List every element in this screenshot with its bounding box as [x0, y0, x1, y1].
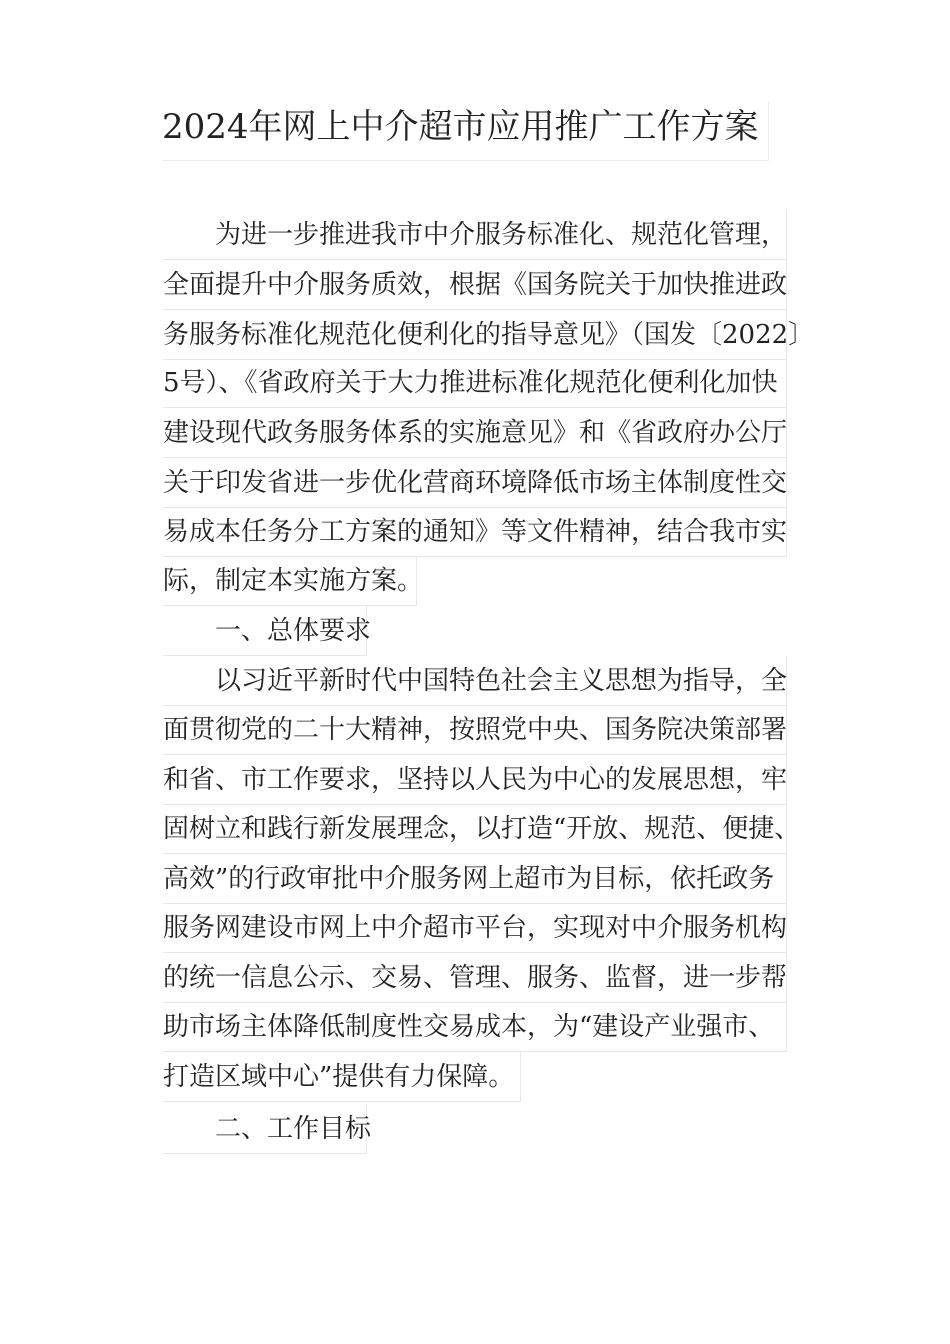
paragraph-line: 服务网建设市网上中介超市平台，实现对中介服务机构	[163, 903, 787, 953]
paragraph-line: 全面提升中介服务质效，根据《国务院关于加快推进政	[163, 260, 787, 310]
paragraph-line: 和省、市工作要求，坚持以人民为中心的发展思想，牢	[163, 755, 787, 805]
paragraph-line: 务服务标准化规范化便利化的指导意见》（国发〔2022〕	[163, 310, 787, 360]
paragraph-line: 际，制定本实施方案。	[163, 556, 417, 606]
paragraph-line: 建设现代政务服务体系的实施意见》和《省政府办公厅	[163, 408, 787, 458]
paragraph-line: 5号）、《省政府关于大力推进标准化规范化便利化加快	[163, 358, 787, 408]
section-heading: 二、工作目标	[163, 1104, 367, 1154]
paragraph-line: 面贯彻党的二十大精神，按照党中央、国务院决策部署	[163, 705, 787, 755]
paragraph-line: 关于印发省进一步优化营商环境降低市场主体制度性交	[163, 458, 787, 508]
paragraph-line: 为进一步推进我市中介服务标准化、规范化管理，	[163, 210, 787, 260]
paragraph-line: 的统一信息公示、交易、管理、服务、监督，进一步帮	[163, 953, 787, 1003]
paragraph-line: 打造区域中心”提供有力保障。	[163, 1052, 521, 1102]
document-title: 2024年网上中介超市应用推广工作方案	[162, 102, 769, 161]
paragraph-line: 以习近平新时代中国特色社会主义思想为指导，全	[163, 656, 787, 706]
paragraph-line: 高效”的行政审批中介服务网上超市为目标，依托政务	[163, 854, 787, 904]
paragraph-line: 固树立和践行新发展理念，以打造“开放、规范、便捷、	[163, 804, 787, 854]
paragraph-line: 易成本任务分工方案的通知》等文件精神，结合我市实	[163, 507, 787, 557]
paragraph-line: 助市场主体降低制度性交易成本，为“建设产业强市、	[163, 1002, 787, 1052]
section-heading: 一、总体要求	[163, 606, 367, 656]
